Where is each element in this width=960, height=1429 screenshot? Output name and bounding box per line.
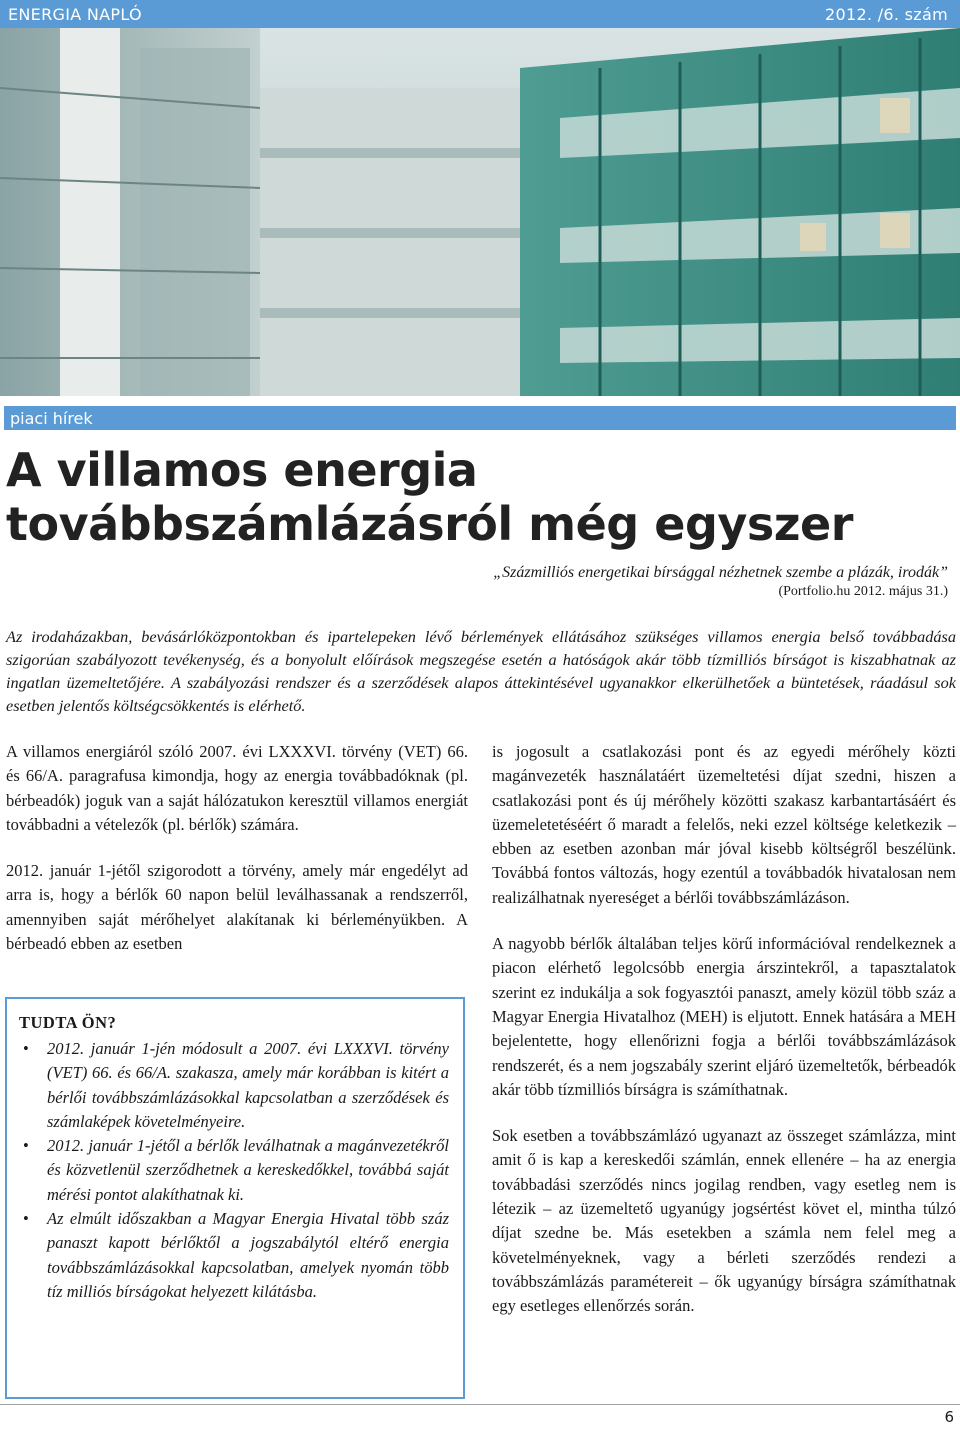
pull-quote [493, 563, 948, 601]
article-title [6, 443, 853, 551]
list-item: • 2012. január 1-jétől a bérlők leválhatnak a magánvezetékről és közvetlenül szerződhetnek a kereskedőkkel, továbbá saját mérési pontot alakíthatnak ki. [23, 1136, 449, 1204]
body-paragraph: is jogosult a csatlakozási pont és az egyedi mérőhely közti magánvezeték használatáért üzemeltetési díjat szedni, hiszen a csatlakozási pont és új mérőhely közötti szakasz karbantartásáért és üzemeletetéséért ő maradt a felelős, neki ezzel költsége keletkezik – ebben az esetben azonban már jóval kisebb költségről beszélünk. Továbbá fontos változás, hogy ezentúl a továbbadók hivatalosan nem realizálhatnak nyereséget a bérlői továbbszámlázáson. [492, 742, 956, 907]
body-paragraph: A nagyobb bérlők általában teljes körű információval rendelkeznek a piacon elérhető legolcsóbb energia árszintekről, a tapasztalatok szerint ez indukálja a sok fogyasztói panaszt, amely közül több száz a Magyar Energia Hivatalhoz (MEH) is eljutott. Ennek hatására a MEH bejelentette, hogy ellenőrizni fogja a bérlői továbbszámlázások rendszerét, és a nem jogszabály szerint eljáró üzemeltetők, bérbeadók akár több tízmilliós bírságra is számíthatnak. [492, 934, 956, 1099]
body-paragraph: 2012. január 1-jétől szigorodott a törvény, amely már engedélyt ad arra is, hogy a bérlők 60 napon belül leválhassanak a rendszerről, amennyiben saját mérőhelyet alakítanak ki bérleményükben. A bérbeadó ebben az esetben [6, 861, 468, 954]
article-lead: Az irodaházakban, bevásárlóközpontokban és ipartelepeken lévő bérlemények ellátásához szükséges villamos energia belső továbbadása szigorúan szabályozott tevékenység, és a bonyolult előírások megszegése esetén a hatóságok akár több tízmilliós bírságot is kiszabhatnak az ingatlan üzemeltetőjére. A szabályozási rendszer és a szerződések alapos áttekintésével ugyanakkor elkerülhetőek a büntetések, ráadásul sok esetben jelentős költségcsökkentés is elérhető. [6, 627, 956, 715]
did-you-know-box [5, 997, 465, 1399]
page-number: 6 [944, 1408, 954, 1426]
section-label: piaci hírek [10, 408, 93, 428]
quote-source: (Portfolio.hu 2012. május 31.) [778, 584, 948, 599]
footer-divider [0, 1404, 960, 1405]
body-paragraph: Sok esetben a továbbszámlázó ugyanazt az összeget számlázza, mint amit ő is kap a kereskedői számlán, ennek ellenére – ha az energia továbbadási szerződés nincs jogilag rendben, vagy esetleg nem is létezik – az üzemeltető ugyanúgy jogsértést követ el, mintha túlzó díjat szedne be. Más esetekben a számla nem felel meg a követelményeknek, vagy a bérleti szerződés rendezi a továbbszámlázás paramétereit – ők ugyanúgy bírságra számíthatnak egy esetleges ellenőrzés során. [492, 1126, 956, 1316]
title-line-1: A villamos energia [6, 443, 478, 497]
title-line-2: továbbszámlázásról még egyszer [6, 497, 853, 551]
did-you-know-heading: TUDTA ÖN? [19, 1013, 117, 1032]
body-paragraph: A villamos energiáról szóló 2007. évi LXXXVI. törvény (VET) 66. és 66/A. paragrafusa kimondja, hogy az energia továbbadóknak (pl. bérbeadók) joguk van a saját hálózatukon keresztül villamos energiát továbbadni a vételezők (pl. bérlők) számára. [6, 742, 468, 834]
bullet-icon: • [23, 1209, 29, 1229]
bullet-icon: • [23, 1136, 29, 1156]
section-label-bar [4, 406, 956, 430]
left-column [6, 740, 468, 978]
right-column [492, 740, 956, 1341]
list-item: • 2012. január 1-jén módosult a 2007. évi LXXXVI. törvény (VET) 66. és 66/A. szakasza, amely már korábban is kitért a bérlői továbbszámlázásokkal kapcsolatban a szerződések és számlaképek követelményeire. [23, 1039, 449, 1131]
quote-text: „Százmilliós energetikai bírsággal nézhetnek szembe a plázák, irodák” [493, 564, 948, 581]
building-atrium-photo [0, 28, 960, 396]
list-item: • Az elmúlt időszakban a Magyar Energia Hivatal több száz panaszt kapott bérlőktől a jogszabálytól eltérő energia továbbszámlázásokkal kapcsolatban, amelyek nyomán több tíz milliós bírságokat helyezett kilátásba. [23, 1209, 449, 1301]
magazine-name: ENERGIA NAPLÓ [8, 4, 142, 24]
bullet-icon: • [23, 1039, 29, 1058]
magazine-header-bar [0, 0, 960, 28]
issue-number: 2012. /6. szám [825, 4, 948, 24]
did-you-know-list [19, 1037, 449, 1304]
